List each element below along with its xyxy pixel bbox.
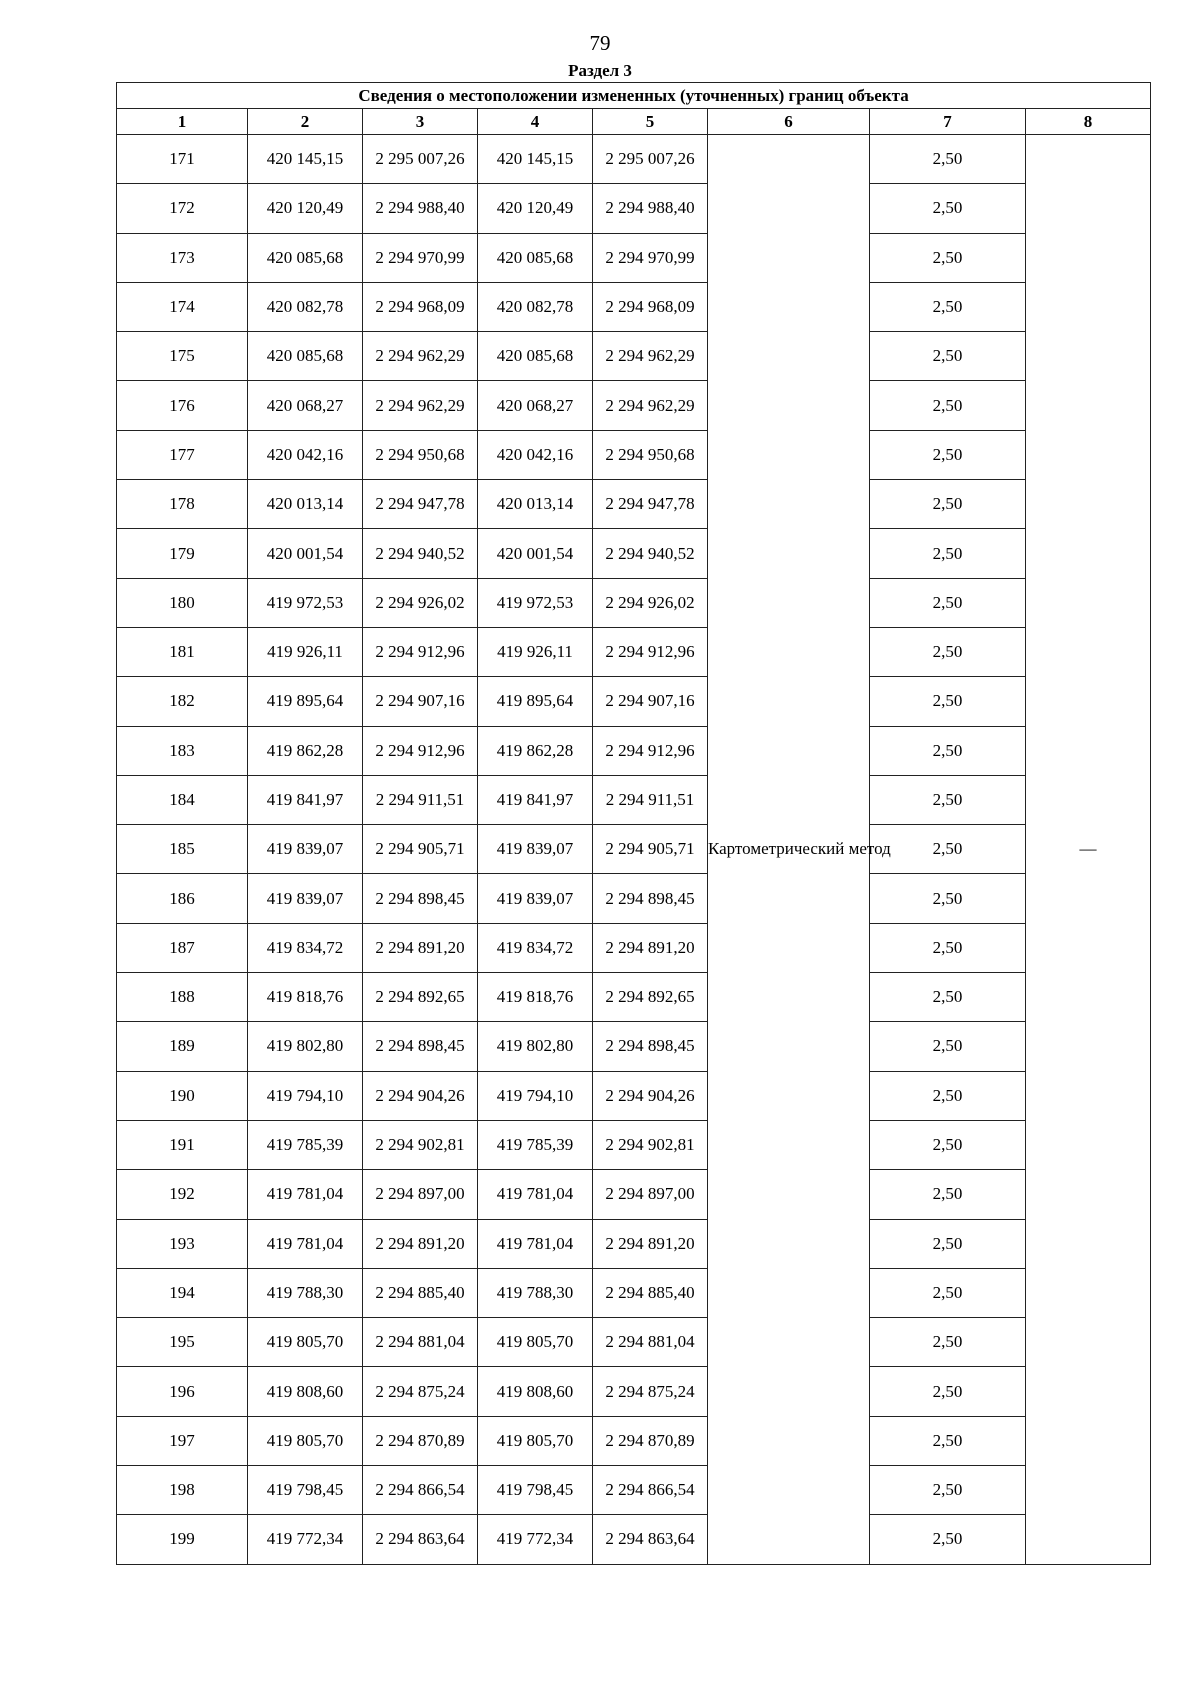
x-coordinate-existing-cell: 419 839,07 (248, 874, 363, 923)
y-coordinate-refined-cell: 2 294 911,51 (593, 775, 708, 824)
precision-cell: 2,50 (870, 726, 1026, 775)
y-coordinate-refined-cell: 2 294 950,68 (593, 430, 708, 479)
y-coordinate-existing-cell: 2 294 897,00 (363, 1170, 478, 1219)
y-coordinate-refined-cell: 2 294 912,96 (593, 627, 708, 676)
table-row (117, 677, 1151, 726)
y-coordinate-refined-cell: 2 294 891,20 (593, 1219, 708, 1268)
point-number-cell: 189 (117, 1022, 248, 1071)
y-coordinate-existing-cell: 2 294 912,96 (363, 726, 478, 775)
precision-cell: 2,50 (870, 973, 1026, 1022)
y-coordinate-existing-cell: 2 294 962,29 (363, 332, 478, 381)
y-coordinate-existing-cell: 2 294 870,89 (363, 1416, 478, 1465)
y-coordinate-refined-cell: 2 294 897,00 (593, 1170, 708, 1219)
point-number-cell: 191 (117, 1120, 248, 1169)
x-coordinate-existing-cell: 419 926,11 (248, 627, 363, 676)
y-coordinate-refined-cell: 2 294 907,16 (593, 677, 708, 726)
x-coordinate-refined-cell: 419 781,04 (478, 1219, 593, 1268)
x-coordinate-existing-cell: 419 841,97 (248, 775, 363, 824)
x-coordinate-refined-cell: 420 120,49 (478, 184, 593, 233)
y-coordinate-existing-cell: 2 294 892,65 (363, 973, 478, 1022)
x-coordinate-refined-cell: 419 802,80 (478, 1022, 593, 1071)
x-coordinate-existing-cell: 419 781,04 (248, 1219, 363, 1268)
y-coordinate-existing-cell: 2 294 911,51 (363, 775, 478, 824)
y-coordinate-refined-cell: 2 294 962,29 (593, 332, 708, 381)
x-coordinate-existing-cell: 420 042,16 (248, 430, 363, 479)
table-row (117, 135, 1151, 184)
x-coordinate-existing-cell: 419 802,80 (248, 1022, 363, 1071)
point-number-cell: 197 (117, 1416, 248, 1465)
point-number-cell: 173 (117, 233, 248, 282)
x-coordinate-refined-cell: 420 085,68 (478, 233, 593, 282)
y-coordinate-refined-cell: 2 294 892,65 (593, 973, 708, 1022)
x-coordinate-refined-cell: 419 808,60 (478, 1367, 593, 1416)
table-row (117, 1515, 1151, 1564)
x-coordinate-existing-cell: 419 781,04 (248, 1170, 363, 1219)
y-coordinate-refined-cell: 2 294 912,96 (593, 726, 708, 775)
column-number: 7 (870, 109, 1026, 135)
column-number: 5 (593, 109, 708, 135)
precision-cell: 2,50 (870, 874, 1026, 923)
x-coordinate-refined-cell: 420 145,15 (478, 135, 593, 184)
precision-cell: 2,50 (870, 480, 1026, 529)
y-coordinate-refined-cell: 2 294 866,54 (593, 1466, 708, 1515)
x-coordinate-refined-cell: 419 772,34 (478, 1515, 593, 1564)
y-coordinate-refined-cell: 2 294 870,89 (593, 1416, 708, 1465)
table-row (117, 1071, 1151, 1120)
y-coordinate-existing-cell: 2 294 912,96 (363, 627, 478, 676)
point-number-cell: 193 (117, 1219, 248, 1268)
x-coordinate-refined-cell: 419 781,04 (478, 1170, 593, 1219)
x-coordinate-refined-cell: 419 895,64 (478, 677, 593, 726)
y-coordinate-existing-cell: 2 294 866,54 (363, 1466, 478, 1515)
x-coordinate-refined-cell: 420 082,78 (478, 282, 593, 331)
y-coordinate-refined-cell: 2 294 904,26 (593, 1071, 708, 1120)
column-number: 6 (708, 109, 870, 135)
point-number-cell: 171 (117, 135, 248, 184)
x-coordinate-refined-cell: 419 805,70 (478, 1416, 593, 1465)
column-number-row (117, 109, 1151, 135)
table-row (117, 480, 1151, 529)
x-coordinate-refined-cell: 420 013,14 (478, 480, 593, 529)
y-coordinate-refined-cell: 2 294 875,24 (593, 1367, 708, 1416)
y-coordinate-existing-cell: 2 294 898,45 (363, 1022, 478, 1071)
precision-cell: 2,50 (870, 1170, 1026, 1219)
point-number-cell: 180 (117, 578, 248, 627)
y-coordinate-refined-cell: 2 294 962,29 (593, 381, 708, 430)
x-coordinate-refined-cell: 419 972,53 (478, 578, 593, 627)
precision-cell: 2,50 (870, 282, 1026, 331)
precision-cell: 2,50 (870, 529, 1026, 578)
table-body (117, 135, 1151, 1565)
boundary-coordinates-table (116, 82, 1151, 1565)
x-coordinate-existing-cell: 420 145,15 (248, 135, 363, 184)
x-coordinate-existing-cell: 419 798,45 (248, 1466, 363, 1515)
precision-cell: 2,50 (870, 381, 1026, 430)
y-coordinate-existing-cell: 2 294 902,81 (363, 1120, 478, 1169)
x-coordinate-refined-cell: 419 841,97 (478, 775, 593, 824)
y-coordinate-existing-cell: 2 294 881,04 (363, 1318, 478, 1367)
y-coordinate-refined-cell: 2 294 926,02 (593, 578, 708, 627)
x-coordinate-existing-cell: 419 972,53 (248, 578, 363, 627)
precision-cell: 2,50 (870, 1120, 1026, 1169)
point-number-cell: 190 (117, 1071, 248, 1120)
precision-cell: 2,50 (870, 184, 1026, 233)
x-coordinate-refined-cell: 420 068,27 (478, 381, 593, 430)
point-number-cell: 181 (117, 627, 248, 676)
precision-cell: 2,50 (870, 233, 1026, 282)
table-row (117, 578, 1151, 627)
y-coordinate-refined-cell: 2 294 988,40 (593, 184, 708, 233)
table-row (117, 430, 1151, 479)
precision-cell: 2,50 (870, 1022, 1026, 1071)
table-row (117, 381, 1151, 430)
column-number: 4 (478, 109, 593, 135)
table-row (117, 1268, 1151, 1317)
y-coordinate-existing-cell: 2 295 007,26 (363, 135, 478, 184)
x-coordinate-existing-cell: 420 082,78 (248, 282, 363, 331)
y-coordinate-existing-cell: 2 294 904,26 (363, 1071, 478, 1120)
x-coordinate-refined-cell: 420 042,16 (478, 430, 593, 479)
x-coordinate-existing-cell: 419 818,76 (248, 973, 363, 1022)
precision-cell: 2,50 (870, 1268, 1026, 1317)
section-title: Раздел 3 (568, 61, 632, 80)
x-coordinate-existing-cell: 419 895,64 (248, 677, 363, 726)
y-coordinate-refined-cell: 2 295 007,26 (593, 135, 708, 184)
x-coordinate-refined-cell: 420 085,68 (478, 332, 593, 381)
x-coordinate-existing-cell: 419 805,70 (248, 1318, 363, 1367)
x-coordinate-refined-cell: 419 798,45 (478, 1466, 593, 1515)
x-coordinate-existing-cell: 420 120,49 (248, 184, 363, 233)
precision-cell: 2,50 (870, 1071, 1026, 1120)
point-number-cell: 179 (117, 529, 248, 578)
x-coordinate-existing-cell: 420 013,14 (248, 480, 363, 529)
point-number-cell: 195 (117, 1318, 248, 1367)
column-number: 8 (1026, 109, 1151, 135)
y-coordinate-existing-cell: 2 294 970,99 (363, 233, 478, 282)
table-caption: Сведения о местоположении измененных (уточненных) границ объекта (117, 83, 1151, 109)
y-coordinate-refined-cell: 2 294 863,64 (593, 1515, 708, 1564)
precision-cell: 2,50 (870, 332, 1026, 381)
x-coordinate-existing-cell: 419 788,30 (248, 1268, 363, 1317)
precision-cell: 2,50 (870, 627, 1026, 676)
table-row (117, 1022, 1151, 1071)
note-cell: — (1026, 135, 1151, 1565)
y-coordinate-refined-cell: 2 294 940,52 (593, 529, 708, 578)
table-row (117, 726, 1151, 775)
y-coordinate-existing-cell: 2 294 988,40 (363, 184, 478, 233)
table-row (117, 1466, 1151, 1515)
x-coordinate-refined-cell: 419 788,30 (478, 1268, 593, 1317)
y-coordinate-existing-cell: 2 294 875,24 (363, 1367, 478, 1416)
point-number-cell: 194 (117, 1268, 248, 1317)
column-number: 1 (117, 109, 248, 135)
table-row (117, 233, 1151, 282)
column-number: 2 (248, 109, 363, 135)
point-number-cell: 174 (117, 282, 248, 331)
precision-cell: 2,50 (870, 825, 1026, 874)
y-coordinate-refined-cell: 2 294 885,40 (593, 1268, 708, 1317)
x-coordinate-refined-cell: 419 794,10 (478, 1071, 593, 1120)
x-coordinate-refined-cell: 419 818,76 (478, 973, 593, 1022)
precision-cell: 2,50 (870, 775, 1026, 824)
x-coordinate-existing-cell: 419 772,34 (248, 1515, 363, 1564)
table-row (117, 923, 1151, 972)
point-number-cell: 175 (117, 332, 248, 381)
x-coordinate-refined-cell: 419 839,07 (478, 874, 593, 923)
table-row (117, 184, 1151, 233)
point-number-cell: 188 (117, 973, 248, 1022)
y-coordinate-refined-cell: 2 294 905,71 (593, 825, 708, 874)
y-coordinate-existing-cell: 2 294 947,78 (363, 480, 478, 529)
y-coordinate-existing-cell: 2 294 968,09 (363, 282, 478, 331)
precision-cell: 2,50 (870, 135, 1026, 184)
precision-cell: 2,50 (870, 1367, 1026, 1416)
x-coordinate-refined-cell: 419 862,28 (478, 726, 593, 775)
y-coordinate-refined-cell: 2 294 947,78 (593, 480, 708, 529)
table-row (117, 973, 1151, 1022)
point-number-cell: 187 (117, 923, 248, 972)
point-number-cell: 183 (117, 726, 248, 775)
precision-cell: 2,50 (870, 1466, 1026, 1515)
y-coordinate-refined-cell: 2 294 968,09 (593, 282, 708, 331)
table-row (117, 775, 1151, 824)
point-number-cell: 199 (117, 1515, 248, 1564)
point-number-cell: 192 (117, 1170, 248, 1219)
x-coordinate-refined-cell: 420 001,54 (478, 529, 593, 578)
table-row (117, 1318, 1151, 1367)
table-row (117, 1120, 1151, 1169)
y-coordinate-existing-cell: 2 294 940,52 (363, 529, 478, 578)
table-row (117, 332, 1151, 381)
point-number-cell: 184 (117, 775, 248, 824)
x-coordinate-refined-cell: 419 785,39 (478, 1120, 593, 1169)
page-number: 79 (589, 31, 611, 55)
y-coordinate-existing-cell: 2 294 863,64 (363, 1515, 478, 1564)
y-coordinate-existing-cell: 2 294 962,29 (363, 381, 478, 430)
x-coordinate-refined-cell: 419 805,70 (478, 1318, 593, 1367)
table-row (117, 627, 1151, 676)
point-number-cell: 182 (117, 677, 248, 726)
x-coordinate-existing-cell: 419 794,10 (248, 1071, 363, 1120)
point-number-cell: 177 (117, 430, 248, 479)
y-coordinate-refined-cell: 2 294 891,20 (593, 923, 708, 972)
x-coordinate-refined-cell: 419 839,07 (478, 825, 593, 874)
x-coordinate-existing-cell: 420 068,27 (248, 381, 363, 430)
table-row (117, 874, 1151, 923)
x-coordinate-existing-cell: 419 785,39 (248, 1120, 363, 1169)
y-coordinate-existing-cell: 2 294 950,68 (363, 430, 478, 479)
table-row (117, 1219, 1151, 1268)
precision-cell: 2,50 (870, 923, 1026, 972)
table-row (117, 1416, 1151, 1465)
precision-cell: 2,50 (870, 578, 1026, 627)
x-coordinate-existing-cell: 420 001,54 (248, 529, 363, 578)
y-coordinate-refined-cell: 2 294 970,99 (593, 233, 708, 282)
precision-cell: 2,50 (870, 1515, 1026, 1564)
point-number-cell: 178 (117, 480, 248, 529)
method-cell: Картометрический метод (708, 135, 870, 1565)
x-coordinate-existing-cell: 419 834,72 (248, 923, 363, 972)
y-coordinate-existing-cell: 2 294 926,02 (363, 578, 478, 627)
point-number-cell: 185 (117, 825, 248, 874)
precision-cell: 2,50 (870, 1318, 1026, 1367)
precision-cell: 2,50 (870, 1416, 1026, 1465)
x-coordinate-existing-cell: 420 085,68 (248, 233, 363, 282)
column-number: 3 (363, 109, 478, 135)
y-coordinate-existing-cell: 2 294 907,16 (363, 677, 478, 726)
table-row (117, 825, 1151, 874)
x-coordinate-existing-cell: 420 085,68 (248, 332, 363, 381)
x-coordinate-existing-cell: 419 805,70 (248, 1416, 363, 1465)
x-coordinate-existing-cell: 419 839,07 (248, 825, 363, 874)
x-coordinate-existing-cell: 419 862,28 (248, 726, 363, 775)
y-coordinate-refined-cell: 2 294 898,45 (593, 874, 708, 923)
x-coordinate-refined-cell: 419 834,72 (478, 923, 593, 972)
x-coordinate-existing-cell: 419 808,60 (248, 1367, 363, 1416)
y-coordinate-existing-cell: 2 294 891,20 (363, 1219, 478, 1268)
y-coordinate-refined-cell: 2 294 881,04 (593, 1318, 708, 1367)
point-number-cell: 198 (117, 1466, 248, 1515)
y-coordinate-existing-cell: 2 294 905,71 (363, 825, 478, 874)
y-coordinate-existing-cell: 2 294 898,45 (363, 874, 478, 923)
x-coordinate-refined-cell: 419 926,11 (478, 627, 593, 676)
y-coordinate-refined-cell: 2 294 898,45 (593, 1022, 708, 1071)
table-row (117, 1170, 1151, 1219)
y-coordinate-existing-cell: 2 294 891,20 (363, 923, 478, 972)
precision-cell: 2,50 (870, 430, 1026, 479)
table-row (117, 1367, 1151, 1416)
table-row (117, 529, 1151, 578)
point-number-cell: 176 (117, 381, 248, 430)
y-coordinate-refined-cell: 2 294 902,81 (593, 1120, 708, 1169)
table-row (117, 282, 1151, 331)
point-number-cell: 172 (117, 184, 248, 233)
point-number-cell: 186 (117, 874, 248, 923)
point-number-cell: 196 (117, 1367, 248, 1416)
y-coordinate-existing-cell: 2 294 885,40 (363, 1268, 478, 1317)
precision-cell: 2,50 (870, 677, 1026, 726)
precision-cell: 2,50 (870, 1219, 1026, 1268)
